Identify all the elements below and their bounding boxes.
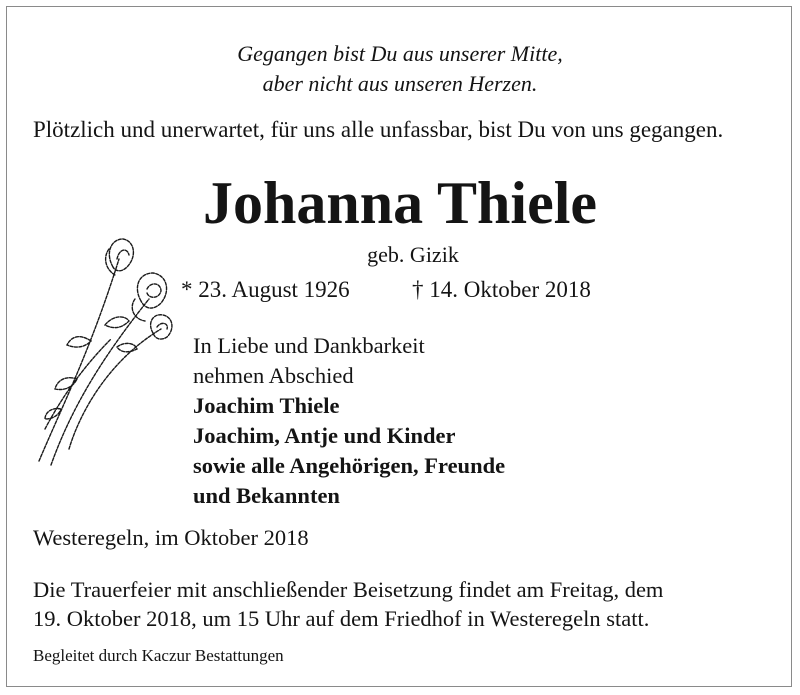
birth-date: * 23. August 1926: [181, 277, 350, 302]
motto-line-2: aber nicht aus unseren Herzen.: [262, 71, 538, 96]
mourner-name: Joachim, Antje und Kinder: [193, 423, 456, 448]
mourner-name: und Bekannten: [193, 483, 340, 508]
mourners-line-1: In Liebe und Dankbarkeit: [193, 333, 425, 358]
deceased-name: Johanna Thiele: [202, 170, 597, 236]
rose-sketch-icon: [21, 229, 181, 469]
funeral-line-2: 19. Oktober 2018, um 15 Uhr auf dem Friedhof in Westeregeln statt.: [33, 606, 650, 631]
place-date: Westeregeln, im Oktober 2018: [33, 525, 309, 550]
undertaker-credit: Begleitet durch Kaczur Bestattungen: [33, 646, 284, 665]
intro-text: Plötzlich und unerwartet, für uns alle unfassbar, bist Du von uns gegangen.: [33, 117, 724, 142]
maiden-name: geb. Gizik: [367, 242, 459, 267]
mourner-name: sowie alle Angehörigen, Freunde: [193, 453, 506, 478]
mourners-line-2: nehmen Abschied: [193, 363, 354, 388]
funeral-line-1: Die Trauerfeier mit anschließender Beisetzung findet am Freitag, dem: [33, 577, 664, 602]
motto-line-1: Gegangen bist Du aus unserer Mitte,: [237, 41, 563, 66]
death-date: † 14. Oktober 2018: [412, 277, 591, 302]
mourner-name: Joachim Thiele: [193, 393, 340, 418]
obituary-notice: [6, 6, 792, 687]
